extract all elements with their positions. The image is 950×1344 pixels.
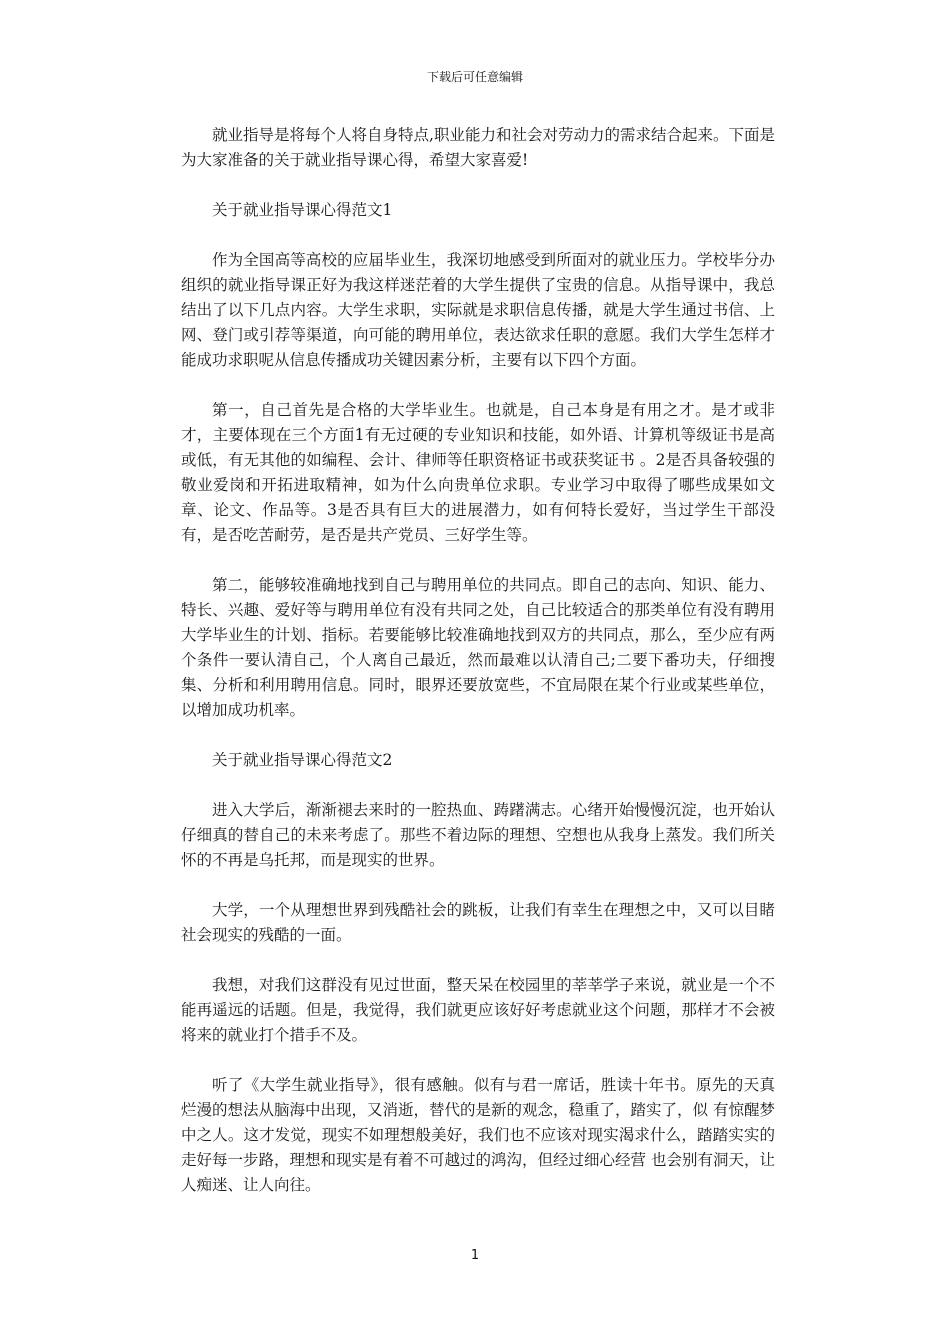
document-body — [181, 123, 775, 1223]
page-number: 1 — [470, 1248, 480, 1263]
intro-paragraph: 就业指导是将每个人将自身特点,职业能力和社会对劳动力的需求结合起来。下面是为大家准备的关于就业指导课心得，希望大家喜爱! — [181, 126, 775, 169]
section-heading-1: 关于就业指导课心得范文1 — [212, 201, 393, 219]
body-paragraph: 第一，自己首先是合格的大学毕业生。也就是，自己本身是有用之才。是才或非才，主要体现在三个方面1有无过硬的专业知识和技能，如外语、计算机等级证书是高或低，有无其他的如编程、会计、律师等任职资格证书或获奖证书 。2是否具备较强的敬业爱岗和开拓进取精神，如为什么向贵单位求职。专业学习中取得了哪些成果如文章、论文、作品等。3是否具有巨大的进展潜力，如有何特长爱好，当过学生干部没有，是否吃苦耐劳，是否是共产党员、三好学生等。 — [181, 401, 775, 544]
body-paragraph: 进入大学后，渐渐褪去来时的一腔热血、踌躇满志。心绪开始慢慢沉淀，也开始认仔细真的替自己的未来考虑了。那些不着边际的理想、空想也从我身上蒸发。我们所关怀的不再是乌托邦，而是现实的世界。 — [181, 801, 775, 869]
header-note: 下载后可任意编辑 — [426, 70, 523, 84]
body-paragraph: 作为全国高等高校的应届毕业生，我深切地感受到所面对的就业压力。学校毕分办组织的就业指导课正好为我这样迷茫着的大学生提供了宝贵的信息。从指导课中，我总结出了以下几点内容。大学生求职，实际就是求职信息传播，就是大学生通过书信、上网、登门或引荐等渠道，向可能的聘用单位，表达欲求任职的意愿。我们大学生怎样才能成功求职呢从信息传播成功关键因素分析，主要有以下四个方面。 — [181, 251, 775, 369]
body-paragraph: 大学，一个从理想世界到残酷社会的跳板，让我们有幸生在理想之中，又可以目睹社会现实的残酷的一面。 — [181, 901, 775, 944]
body-paragraph: 我想，对我们这群没有见过世面，整天呆在校园里的莘莘学子来说，就业是一个不能再遥远的话题。但是，我觉得，我们就更应该好好考虑就业这个问题，那样才不会被将来的就业打个措手不及。 — [181, 976, 775, 1044]
body-paragraph: 听了《大学生就业指导》，很有感触。似有与君一席话，胜读十年书。原先的天真烂漫的想法从脑海中出现，又消逝，替代的是新的观念，稳重了，踏实了，似 有惊醒梦中之人。这才发觉，现实不如理想般美好，我们也不应该对现实渴求什么，踏踏实实的走好每一步路，理想和现实是有着不可越过的鸿沟，但经过细心经营 也会别有洞天，让人痴迷、让人向往。 — [181, 1076, 775, 1194]
body-paragraph: 第二，能够较准确地找到自己与聘用单位的共同点。即自己的志向、知识、能力、特长、兴趣、爱好等与聘用单位有没有共同之处，自己比较适合的那类单位有没有聘用大学毕业生的计划、指标。若要能够比较准确地找到双方的共同点，那么，至少应有两个条件一要认清自己，个人离自己最近，然而最难以认清自己;二要下番功夫，仔细搜集、分析和利用聘用信息。同时，眼界还要放宽些，不宜局限在某个行业或某些单位，以增加成功机率。 — [181, 576, 775, 719]
section-heading-2: 关于就业指导课心得范文2 — [212, 751, 393, 769]
